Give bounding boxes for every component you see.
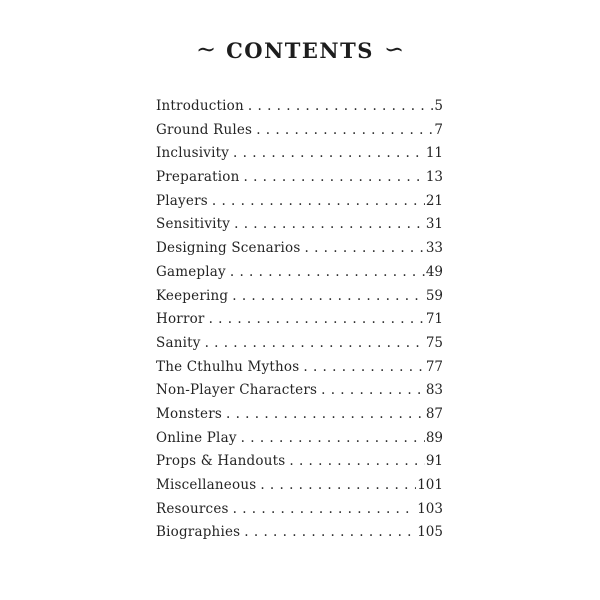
toc-entry-page: 91 <box>425 453 443 470</box>
dot-leader <box>233 145 425 161</box>
dot-leader <box>205 335 425 351</box>
dot-leader <box>232 288 425 304</box>
dot-leader <box>233 501 417 517</box>
toc-entry-page: 89 <box>425 429 443 446</box>
dot-leader <box>230 264 425 280</box>
toc-entry-page: 11 <box>425 145 443 162</box>
toc-entry-page: 71 <box>425 311 443 328</box>
toc-entry-label: Resources <box>156 500 229 517</box>
toc-entry-page: 103 <box>417 500 443 517</box>
toc-entry-page: 77 <box>425 358 443 375</box>
toc-entry-label: Keepering <box>156 287 229 304</box>
toc-entry-label: Props & Handouts <box>156 453 286 470</box>
dot-leader <box>303 359 424 375</box>
toc-entry <box>156 382 443 406</box>
toc-entry-label: Ground Rules <box>156 121 253 138</box>
toc-entry <box>156 335 443 359</box>
toc-entry <box>156 430 443 454</box>
toc-entry-page: 75 <box>425 334 443 351</box>
toc-entry <box>156 311 443 335</box>
toc-entry <box>156 406 443 430</box>
toc-entry-label: Biographies <box>156 524 241 541</box>
dot-leader <box>241 430 425 446</box>
toc-entry <box>156 264 443 288</box>
toc-entry <box>156 240 443 264</box>
toc-entry <box>156 477 443 501</box>
dot-leader <box>289 453 424 469</box>
toc-entry <box>156 453 443 477</box>
toc-entry-label: Miscellaneous <box>156 477 257 493</box>
toc-list <box>0 98 600 548</box>
dot-leader <box>321 382 425 398</box>
toc-entry-page: 31 <box>425 216 443 233</box>
toc-entry-label: Players <box>156 192 208 209</box>
toc-entry-label: Monsters <box>156 405 222 422</box>
toc-entry <box>156 359 443 383</box>
toc-entry <box>156 216 443 240</box>
toc-entry <box>156 501 443 525</box>
toc-entry-page: 101 <box>417 477 443 493</box>
swash-ornament-left: ∼ <box>195 35 217 63</box>
page-title-text: CONTENTS <box>226 38 374 63</box>
toc-entry-page: 105 <box>417 524 443 541</box>
toc-entry-label: Sensitivity <box>156 216 231 233</box>
toc-entry <box>156 193 443 217</box>
toc-entry-page: 13 <box>425 169 443 186</box>
toc-entry-page: 83 <box>425 382 443 399</box>
toc-entry-label: The Cthulhu Mythos <box>156 358 300 375</box>
toc-entry <box>156 288 443 312</box>
toc-entry-label: Introduction <box>156 98 244 114</box>
dot-leader <box>226 406 425 422</box>
toc-entry <box>156 169 443 193</box>
toc-entry-label: Designing Scenarios <box>156 240 301 257</box>
dot-leader <box>248 98 434 114</box>
toc-entry-page: 87 <box>425 405 443 422</box>
dot-leader <box>305 240 425 256</box>
toc-entry-label: Inclusivity <box>156 145 230 162</box>
dot-leader <box>212 193 425 209</box>
toc-entry <box>156 98 443 122</box>
toc-entry-page: 5 <box>434 98 443 114</box>
dot-leader <box>256 122 433 138</box>
toc-entry-page: 33 <box>425 240 443 257</box>
toc-entry <box>156 122 443 146</box>
toc-entry-label: Preparation <box>156 169 240 186</box>
swash-ornament-right: ∼ <box>383 35 405 63</box>
toc-entry-label: Non-Player Characters <box>156 382 318 399</box>
dot-leader <box>260 477 416 493</box>
dot-leader <box>244 524 416 540</box>
dot-leader <box>243 169 424 185</box>
dot-leader <box>209 311 425 327</box>
toc-entry-label: Online Play <box>156 429 237 446</box>
toc-entry <box>156 145 443 169</box>
toc-entry-page: 49 <box>425 263 443 280</box>
toc-entry-page: 7 <box>434 121 443 138</box>
toc-entry-label: Horror <box>156 311 205 328</box>
page-title <box>0 0 600 63</box>
toc-entry-page: 21 <box>425 192 443 209</box>
toc-entry <box>156 524 443 548</box>
toc-entry-label: Sanity <box>156 334 201 351</box>
toc-entry-page: 59 <box>425 287 443 304</box>
toc-entry-label: Gameplay <box>156 263 226 280</box>
dot-leader <box>234 216 425 232</box>
